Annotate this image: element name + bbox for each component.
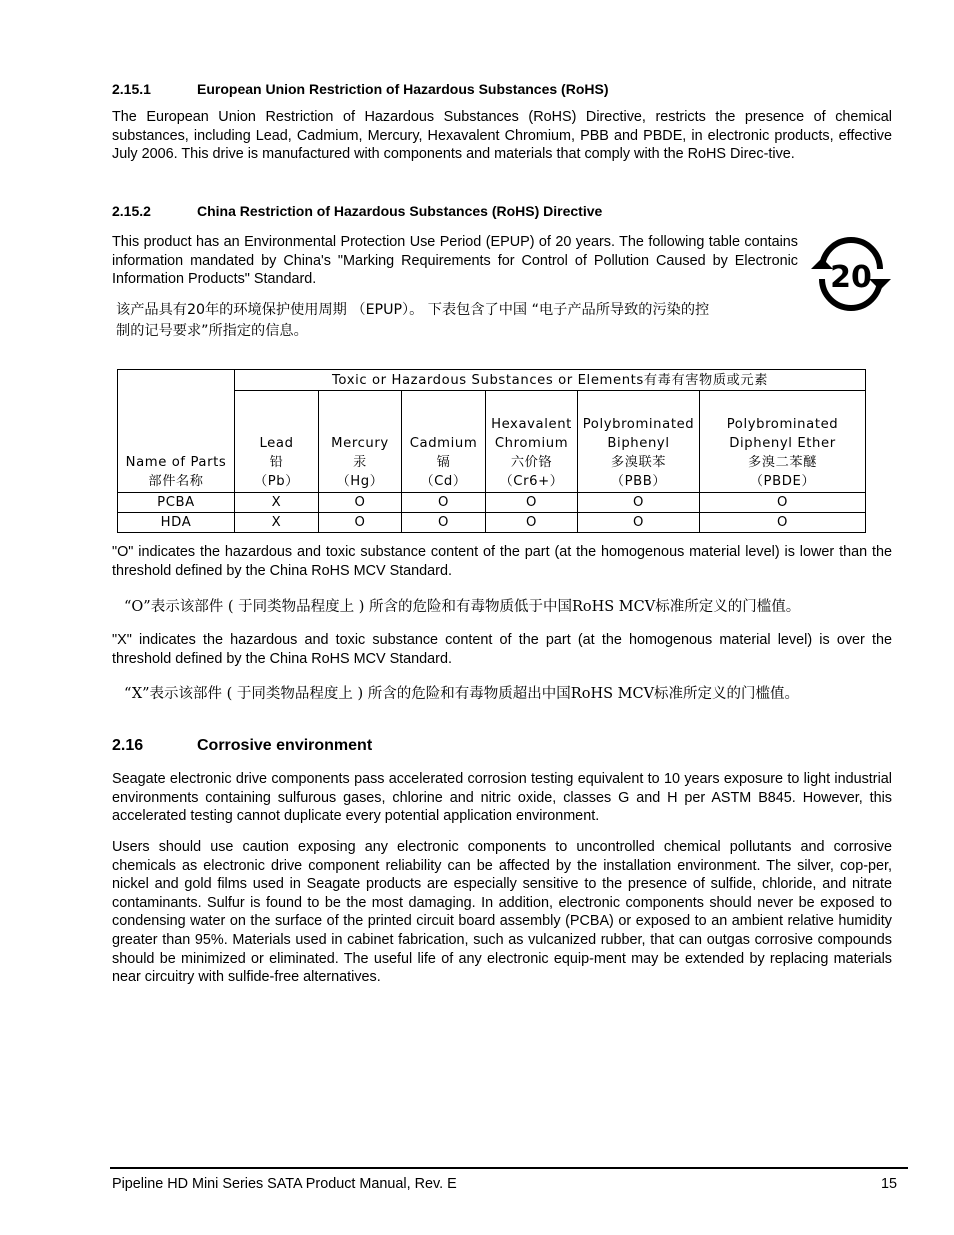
substance-header-line: 多溴二苯醚 (748, 455, 817, 470)
substance-header-line: （Hg） (336, 474, 384, 489)
logo-number: 20 (830, 260, 872, 295)
substance-value-cell: O (319, 493, 402, 513)
substance-header-line: Polybrominated (726, 417, 839, 432)
substance-header-line: （Cd） (420, 474, 467, 489)
substance-header-line: Biphenyl (607, 436, 670, 451)
substance-header-line: （Pb） (253, 474, 300, 489)
section-number: 2.15.2 (112, 203, 151, 219)
substance-header-line: 铅 (269, 455, 284, 470)
china-rohs-cn-line-2: 制的记号要求”所指定的信息。 (116, 323, 308, 339)
substance-header-line: （PBDE） (749, 474, 816, 489)
heading-2-15-1 (112, 81, 892, 99)
substance-value-cell: O (402, 493, 486, 513)
substance-header-line: Diphenyl Ether (729, 436, 836, 451)
section-title: China Restriction of Hazardous Substances (RoHS) Directive (197, 203, 603, 219)
substance-header-line: Chromium (494, 436, 569, 451)
substance-value-cell: O (700, 493, 866, 513)
substance-header-cell (578, 391, 700, 493)
substance-header-cell (402, 391, 486, 493)
substance-header-line: Lead (259, 436, 294, 451)
substance-value-cell: X (235, 513, 319, 533)
section-title: Corrosive environment (197, 737, 373, 754)
hazardous-substances-table (117, 369, 866, 533)
section-number: 2.15.1 (112, 81, 151, 97)
part-name-cell: HDA (118, 513, 235, 533)
substance-header-line: （PBB） (610, 474, 667, 489)
china-rohs-cn-line-1: 该产品具有20年的环境保护使用周期 （EPUP）。 下表包含了中国 “电子产品所导致的污染的控 (116, 302, 710, 318)
table-row (118, 513, 866, 533)
table-row (118, 493, 866, 513)
substance-value-cell: O (486, 493, 578, 513)
parts-header-en: Name of Parts (125, 455, 227, 470)
eu-rohs-paragraph: The European Union Restriction of Hazardous Substances (RoHS) Directive, restricts the presence of chemical substances, including Lead, Cadmium, Mercury, Hexavalent Chromium, PBB and PBDE, in electronic products, effective July 2006. This drive is manufactured with components and materials that comply with the RoHS Direc-tive. (112, 109, 892, 163)
substance-header-line: 多溴联苯 (610, 455, 667, 470)
substance-header-line: Mercury (331, 436, 389, 451)
substance-header-line: （Cr6+） (499, 474, 564, 489)
substance-header-line: 六价铬 (510, 455, 553, 470)
section-number: 2.16 (112, 737, 144, 754)
x-note-en: "X" indicates the hazardous and toxic substance content of the part (at the homogenous material level) is over the threshold defined by the China RoHS MCV Standard. (112, 632, 892, 667)
page-number: 15 (881, 1176, 898, 1192)
substance-header-cell (700, 391, 866, 493)
part-name-cell: PCBA (118, 493, 235, 513)
substance-value-cell: O (578, 493, 700, 513)
substance-header-line: Hexavalent (491, 417, 572, 432)
substance-header-line: Cadmium (409, 436, 478, 451)
x-note-cn: “X”表示该部件 ( 于同类物品程度上 ) 所含的危险和有毒物质超出中国RoHS MCV标准所定义的门槛值。 (124, 686, 800, 702)
section-title: European Union Restriction of Hazardous Substances (RoHS) (197, 81, 609, 97)
heading-2-16 (112, 737, 892, 757)
footer-title: Pipeline HD Mini Series SATA Product Manual, Rev. E (112, 1176, 457, 1192)
parts-header-cell (118, 370, 235, 493)
o-note-en: "O" indicates the hazardous and toxic substance content of the part (at the homogenous material level) is lower than the threshold defined by the China RoHS MCV Standard. (112, 544, 892, 579)
substance-header-line: Polybrominated (582, 417, 695, 432)
substance-value-cell: O (402, 513, 486, 533)
corrosion-paragraph-1: Seagate electronic drive components pass accelerated corrosion testing equivalent to 10 years exposure to light industrial environments containing sulfurous gases, chlorine and nitric oxide, classes G and H per ASTM B845. However, this accelerated testing cannot duplicate every potential application environment. (112, 771, 892, 825)
substances-group-header: Toxic or Hazardous Substances or Elements有毒有害物质或元素 (235, 370, 866, 391)
china-rohs-paragraph: This product has an Environmental Protection Use Period (EPUP) of 20 years. The following table contains information mandated by China's "Marking Requirements for Control of Pollution Caused by Electronic Information Products" Standard. (112, 234, 798, 288)
o-note-cn: “O”表示该部件 ( 于同类物品程度上 ) 所含的危险和有毒物质低于中国RoHS MCV标准所定义的门槛值。 (124, 599, 801, 615)
substance-value-cell: O (700, 513, 866, 533)
substance-value-cell: O (486, 513, 578, 533)
substance-value-cell: O (578, 513, 700, 533)
substance-header-line: 汞 (353, 455, 367, 470)
substance-value-cell: X (235, 493, 319, 513)
heading-2-15-2 (112, 203, 892, 221)
parts-header-cn: 部件名称 (148, 474, 204, 489)
epup-20-logo-icon (808, 236, 894, 312)
substance-header-cell (235, 391, 319, 493)
substance-header-line: 镉 (436, 455, 451, 470)
corrosion-paragraph-2: Users should use caution exposing any electronic components to uncontrolled chemical pollutants and corrosive chemicals as electronic drive component reliability can be affected by the installation environment. The silver, cop-per, nickel and gold films used in Seagate products are especially sensitive to the presence of sulfide, chloride, and nitrate contaminants. Sulfur is found to be the most damaging. In addition, electronic components should never be exposed to condensing water on the surface of the printed circuit board assembly (PCBA) or exposed to an ambient relative humidity greater than 95%. Materials used in cabinet fabrication, such as vulcanized rubber, that can outgas corrosive compounds should be minimized or eliminated. The useful life of any electronic equip-ment may be extended by replacing materials near circuitry with sulfide-free alternatives. (112, 839, 892, 986)
footer-divider (110, 1167, 908, 1169)
substance-header-cell (319, 391, 402, 493)
substance-value-cell: O (319, 513, 402, 533)
substance-header-cell (486, 391, 578, 493)
